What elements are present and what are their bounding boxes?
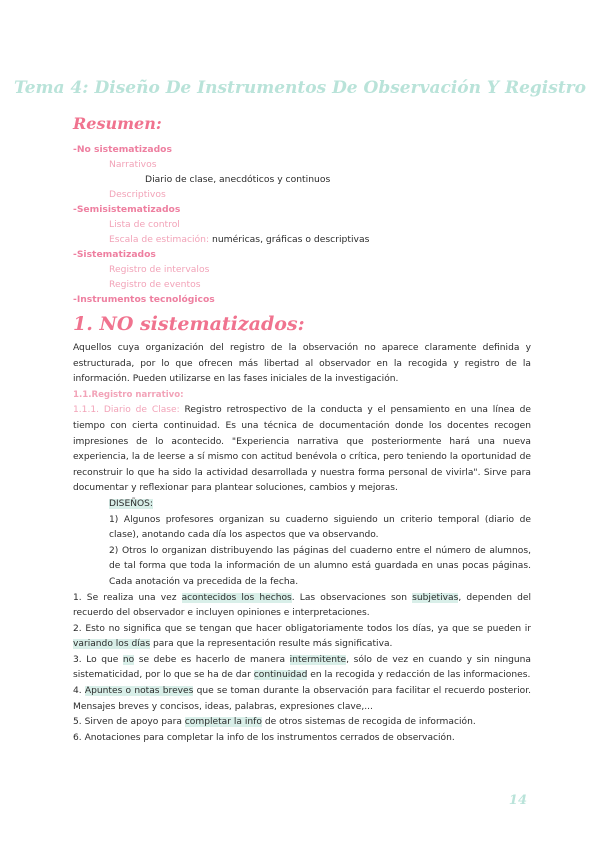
text: 3. Lo que bbox=[73, 654, 123, 665]
summary-item: Narrativos bbox=[109, 159, 157, 170]
page-title: Tema 4: Diseño De Instrumentos De Observación Y Registro bbox=[14, 78, 586, 98]
summary-item-label: Escala de estimación: bbox=[109, 234, 210, 245]
diario-text: Registro retrospectivo de la conducta y el pensamiento en una línea de tiempo con cierta continuidad. Es una técnica de documentación donde los docentes recogen impresiones de lo acontecido. "Experiencia narrativa que posteriormente hará una nueva experiencia, la de leerse a sí mismo con actitud benévola o crítica, pero teniendo la oportunidad de reconstruir lo que ha sido la actividad desarrollada y nuestra forma personal de vivirla". Sirve para documentar y reflexionar para plantear soluciones, cambios y mejoras. bbox=[73, 405, 531, 494]
point-6: 6. Anotaciones para completar la info de los instrumentos cerrados de observación. bbox=[73, 732, 455, 743]
subheading-registro-narrativo: 1.1.Registro narrativo: bbox=[73, 389, 184, 400]
point-1 bbox=[73, 591, 531, 622]
section-body bbox=[73, 341, 531, 746]
text: de otros sistemas de recogida de información. bbox=[261, 717, 476, 728]
summary-item: Lista de control bbox=[109, 219, 180, 230]
section-heading: 1. NO sistematizados: bbox=[73, 313, 305, 335]
highlight: acontecidos los hechos bbox=[181, 592, 292, 603]
highlight: Apuntes o notas breves bbox=[84, 686, 194, 697]
text: para que la representación resulte más significativa. bbox=[150, 639, 393, 650]
summary-item: -Instrumentos tecnológicos bbox=[73, 294, 215, 305]
summary-item: Registro de intervalos bbox=[109, 264, 210, 275]
summary-item: -No sistematizados bbox=[73, 144, 172, 155]
highlight: intermitente bbox=[289, 654, 347, 665]
point-2 bbox=[73, 622, 531, 653]
highlight: variando los días bbox=[73, 639, 151, 650]
text: se debe es hacerlo de manera bbox=[134, 654, 290, 665]
summary-item: -Semisistematizados bbox=[73, 204, 181, 215]
page-number: 14 bbox=[508, 793, 527, 808]
text: . Las observaciones son bbox=[291, 592, 413, 603]
diseno-item: 2) Otros lo organizan distribuyendo las páginas del cuaderno entre el número de alumnos, de tal forma que toda la información de un alumno está guardada en unas pocas páginas. Cada anotación va precedida de la fecha. bbox=[109, 545, 531, 587]
text: 1. Se realiza una vez bbox=[73, 592, 182, 603]
summary-item: Descriptivos bbox=[109, 189, 166, 200]
intro-paragraph: Aquellos cuya organización del registro de la observación no aparece claramente definida y estructurada, por lo que ofrecen más libertad al observador en la recogida y registro de la información. Pueden utilizarse en las fases iniciales de la investigación. bbox=[73, 343, 531, 385]
resumen-list bbox=[73, 142, 543, 307]
point-3 bbox=[73, 653, 531, 684]
text: 2. Esto no significa que se tengan que hacer obligatoriamente todos los días, ya que se pueden ir bbox=[73, 623, 531, 634]
resumen-heading: Resumen: bbox=[73, 114, 162, 133]
text: 5. Sirven de apoyo para bbox=[73, 717, 185, 728]
text: 4. bbox=[73, 686, 85, 697]
highlight: no bbox=[122, 654, 135, 665]
text: , dependen del recuerdo del observador e incluyen opiniones e interpretaciones. bbox=[73, 592, 531, 619]
summary-item: Diario de clase, anecdóticos y continuos bbox=[145, 174, 331, 185]
summary-item: -Sistematizados bbox=[73, 249, 156, 260]
point-4 bbox=[73, 684, 531, 715]
highlight: continuidad bbox=[253, 670, 308, 681]
summary-item-extra: numéricas, gráficas o descriptivas bbox=[209, 234, 370, 245]
text: en la recogida y redacción de las informaciones. bbox=[307, 670, 531, 681]
point-5 bbox=[73, 715, 531, 731]
summary-item: Registro de eventos bbox=[109, 279, 201, 290]
highlight: completar la info bbox=[184, 717, 262, 728]
summary-item bbox=[73, 232, 543, 247]
diario-label: 1.1.1. Diario de Clase: bbox=[73, 405, 180, 416]
diario-paragraph bbox=[73, 403, 531, 497]
text: que se toman durante la observación para facilitar el recuerdo posterior. Mensajes breves y concisos, ideas, palabras, expresiones clave,... bbox=[73, 686, 531, 712]
disenos-heading-text: DISEÑOS: bbox=[109, 498, 153, 509]
highlight: subjetivas bbox=[412, 592, 459, 603]
diseno-item: 1) Algunos profesores organizan su cuaderno siguiendo un criterio temporal (diario de clase), anotando cada día los aspectos que va observando. bbox=[109, 514, 531, 541]
disenos-heading bbox=[73, 497, 531, 513]
text: , sólo de vez en cuando y sin ninguna sistematicidad, por lo que se ha de dar bbox=[73, 654, 532, 681]
